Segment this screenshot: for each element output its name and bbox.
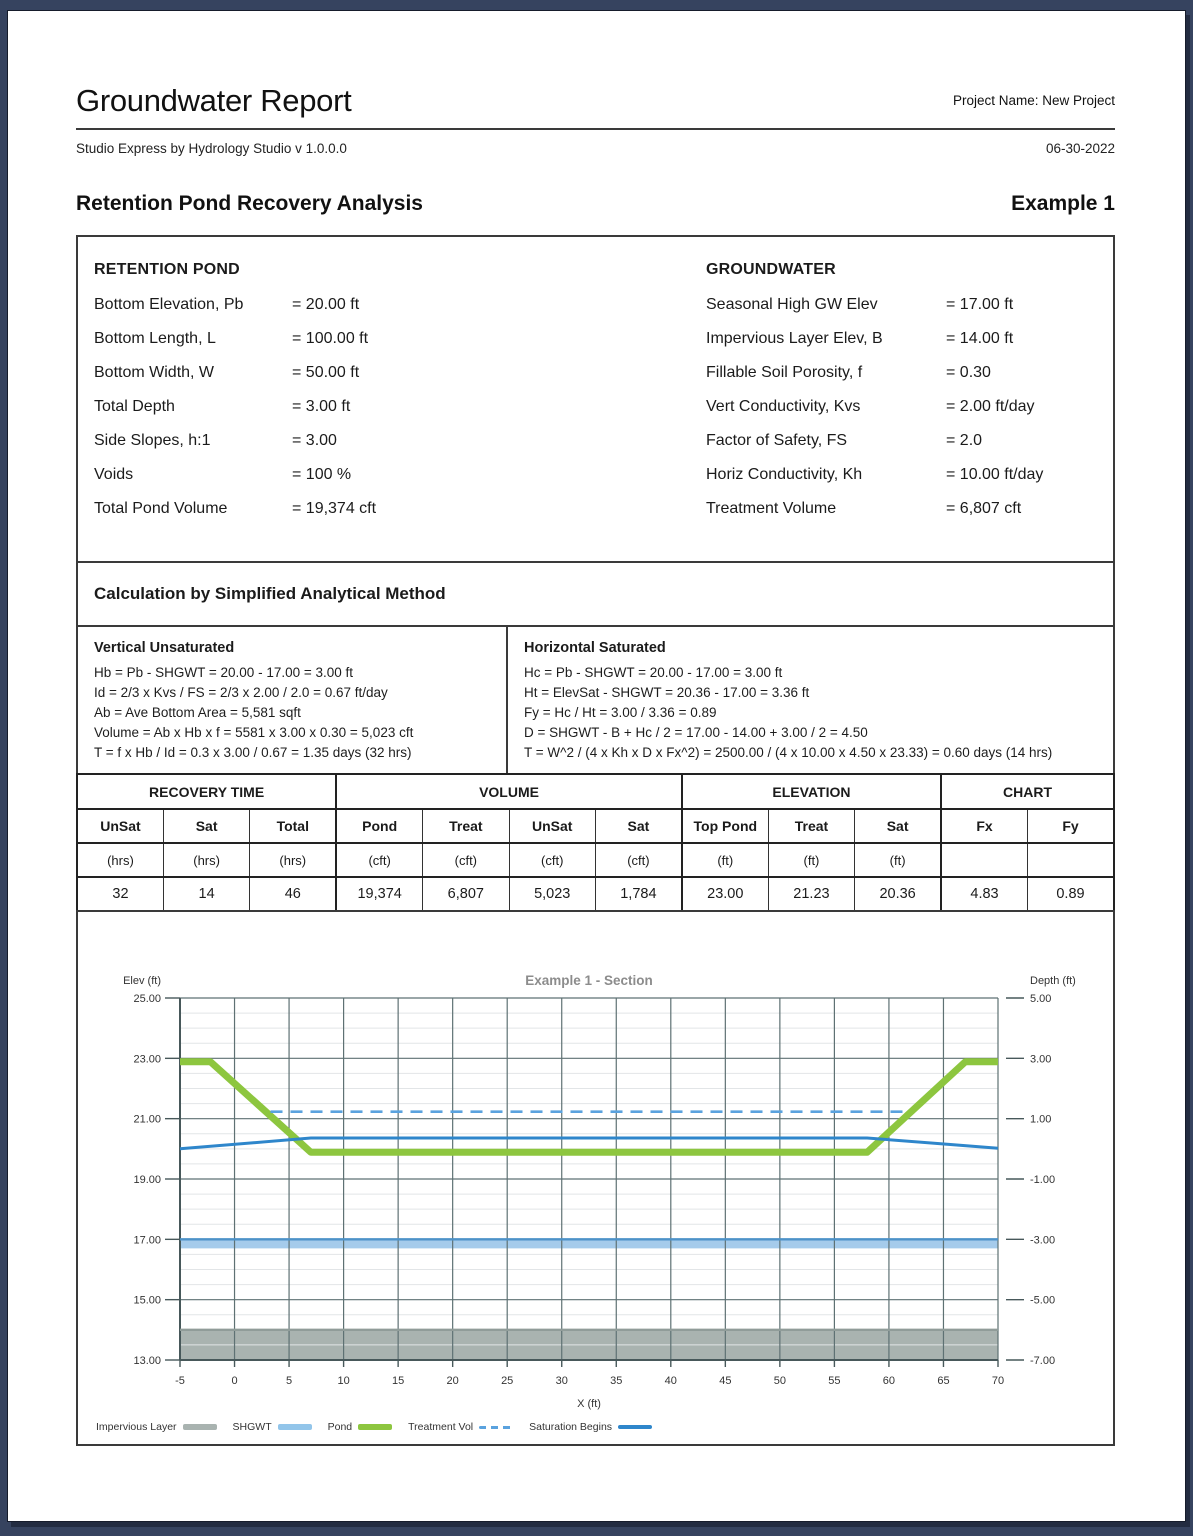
unit-cell: (ft) xyxy=(682,843,768,877)
depth-axis-title: Depth (ft) xyxy=(1030,975,1076,987)
x-tick-label: 45 xyxy=(719,1375,732,1387)
unit-cell xyxy=(941,843,1027,877)
column-header: Fx xyxy=(941,809,1027,843)
param-label: Voids xyxy=(94,466,134,483)
table-units-row xyxy=(77,843,1114,877)
section-chart xyxy=(78,912,1113,1444)
group-chart: CHART xyxy=(941,774,1114,809)
calc-line: T = f x Hb / Id = 0.3 x 3.00 / 0.67 = 1.35 days (32 hrs) xyxy=(94,745,412,760)
depth-tick-label: -1.00 xyxy=(1030,1174,1056,1186)
param-row xyxy=(94,398,706,416)
unit-cell: (cft) xyxy=(509,843,595,877)
unit-cell: (hrs) xyxy=(250,843,336,877)
column-header: UnSat xyxy=(509,809,595,843)
groundwater-heading: GROUNDWATER xyxy=(706,261,836,278)
parameters-box xyxy=(76,235,1115,563)
value-cell: 14 xyxy=(163,877,249,911)
column-header: Sat xyxy=(595,809,681,843)
report-header xyxy=(76,79,1115,123)
param-label: Side Slopes, h:1 xyxy=(94,432,211,449)
y-tick-label: 21.00 xyxy=(133,1113,161,1126)
chart-svg xyxy=(78,912,1110,1444)
x-tick-label: 35 xyxy=(610,1375,623,1387)
param-value: = 10.00 ft/day xyxy=(946,466,1044,483)
value-cell: 46 xyxy=(250,877,336,911)
vertical-unsaturated-heading: Vertical Unsaturated xyxy=(94,640,235,656)
depth-tick-label: 3.00 xyxy=(1030,1053,1052,1066)
value-cell: 19,374 xyxy=(336,877,422,911)
elev-axis-title: Elev (ft) xyxy=(123,975,161,987)
legend-label: SHGWT xyxy=(232,1421,272,1433)
param-row xyxy=(706,296,1097,314)
column-header: Treat xyxy=(768,809,854,843)
depth-tick-label: -3.00 xyxy=(1030,1234,1056,1247)
table-group-row xyxy=(77,774,1114,809)
chart-title: Example 1 - Section xyxy=(525,973,653,988)
legend-swatch xyxy=(479,1426,513,1429)
legend-swatch xyxy=(183,1424,217,1430)
legend-label: Impervious Layer xyxy=(96,1421,177,1433)
calc-line: Ht = ElevSat - SHGWT = 20.36 - 17.00 = 3.36 ft xyxy=(524,685,810,700)
retention-pond-section xyxy=(94,261,706,561)
legend-swatch xyxy=(358,1424,392,1430)
value-cell: 6,807 xyxy=(423,877,509,911)
param-label: Vert Conductivity, Kvs xyxy=(706,398,861,415)
param-label: Treatment Volume xyxy=(706,500,837,517)
report-title: Retention Pond Recovery Analysis xyxy=(76,192,423,215)
x-tick-label: 15 xyxy=(392,1375,405,1387)
x-tick-label: 55 xyxy=(828,1375,841,1387)
column-header: Top Pond xyxy=(682,809,768,843)
column-header: Total xyxy=(250,809,336,843)
page-title: Groundwater Report xyxy=(76,83,352,118)
calculation-body-box xyxy=(76,625,1115,775)
value-cell: 20.36 xyxy=(855,877,941,911)
param-row xyxy=(706,330,1097,348)
column-header: Sat xyxy=(163,809,249,843)
y-tick-label: 15.00 xyxy=(133,1294,161,1307)
report-content xyxy=(8,11,1185,1446)
unit-cell: (ft) xyxy=(768,843,854,877)
value-cell: 32 xyxy=(77,877,163,911)
x-tick-label: 20 xyxy=(446,1375,459,1387)
calc-line: Id = 2/3 x Kvs / FS = 2/3 x 2.00 / 2.0 = 0.67 ft/day xyxy=(94,685,388,700)
calc-line: Ab = Ave Bottom Area = 5,581 sqft xyxy=(94,705,301,720)
unit-cell: (ft) xyxy=(855,843,941,877)
depth-tick-label: -5.00 xyxy=(1030,1294,1056,1307)
param-row xyxy=(706,432,1097,450)
unit-cell: (hrs) xyxy=(163,843,249,877)
legend-item-pond xyxy=(328,1421,393,1433)
project-name: Project Name: New Project xyxy=(952,93,1115,108)
calc-line: D = SHGWT - B + Hc / 2 = 17.00 - 14.00 + 3.00 / 2 = 4.50 xyxy=(524,725,868,740)
legend-item-treatment-vol xyxy=(408,1421,513,1433)
retention-pond-heading: RETENTION POND xyxy=(94,261,240,278)
unit-cell xyxy=(1027,843,1114,877)
groundwater-section xyxy=(706,261,1097,561)
calc-line: Fy = Hc / Ht = 3.00 / 3.36 = 0.89 xyxy=(524,705,717,720)
chart-legend xyxy=(96,1421,652,1433)
legend-item-impervious-layer xyxy=(96,1421,217,1433)
param-value: = 100 % xyxy=(292,466,352,483)
horizontal-saturated-section xyxy=(508,627,1113,773)
x-tick-label: -5 xyxy=(175,1375,185,1387)
y-tick-label: 19.00 xyxy=(133,1174,161,1186)
param-row xyxy=(94,466,706,484)
report-title-row xyxy=(76,192,1115,216)
param-value: = 50.00 ft xyxy=(292,364,360,381)
section-chart-box xyxy=(76,910,1115,1446)
title-divider xyxy=(76,128,1115,130)
x-tick-label: 65 xyxy=(937,1375,950,1387)
calc-line: T = W^2 / (4 x Kh x D x Fx^2) = 2500.00 / (4 x 10.00 x 4.50 x 23.33) = 0.60 days (14 hrs) xyxy=(524,745,1053,760)
legend-item-saturation-begins xyxy=(529,1421,652,1433)
results-table xyxy=(76,773,1115,912)
vertical-unsaturated-section xyxy=(78,627,508,773)
value-cell: 23.00 xyxy=(682,877,768,911)
legend-label: Saturation Begins xyxy=(529,1421,613,1433)
depth-tick-label: -7.00 xyxy=(1030,1355,1056,1367)
column-header: Treat xyxy=(423,809,509,843)
app-version: Studio Express by Hydrology Studio v 1.0.0.0 xyxy=(76,141,347,156)
param-row xyxy=(94,500,706,518)
legend-label: Pond xyxy=(327,1421,353,1433)
x-tick-label: 40 xyxy=(664,1375,677,1387)
x-tick-label: 5 xyxy=(286,1375,293,1387)
param-label: Total Depth xyxy=(94,398,175,415)
param-row xyxy=(94,296,706,314)
param-value: = 14.00 ft xyxy=(946,330,1014,347)
param-label: Total Pond Volume xyxy=(94,500,228,517)
value-cell: 21.23 xyxy=(768,877,854,911)
param-label: Horiz Conductivity, Kh xyxy=(706,466,863,483)
x-tick-label: 25 xyxy=(501,1375,514,1387)
x-tick-label: 50 xyxy=(773,1375,786,1387)
x-tick-label: 10 xyxy=(337,1375,350,1387)
example-label: Example 1 xyxy=(1011,192,1115,215)
param-value: = 6,807 cft xyxy=(946,500,1022,517)
calc-line: Hc = Pb - SHGWT = 20.00 - 17.00 = 3.00 ft xyxy=(524,665,783,680)
y-tick-label: 25.00 xyxy=(133,993,161,1005)
report-date: 06-30-2022 xyxy=(1045,141,1115,156)
param-label: Bottom Length, L xyxy=(94,330,216,347)
param-row xyxy=(94,432,706,450)
depth-tick-label: 1.00 xyxy=(1030,1113,1052,1126)
param-label: Bottom Width, W xyxy=(94,364,215,381)
param-row xyxy=(706,364,1097,382)
column-header: Sat xyxy=(855,809,941,843)
value-cell: 4.83 xyxy=(941,877,1027,911)
calc-line: Hb = Pb - SHGWT = 20.00 - 17.00 = 3.00 ft xyxy=(94,665,354,680)
param-label: Impervious Layer Elev, B xyxy=(706,330,883,347)
param-value: = 3.00 xyxy=(292,432,337,449)
band-shgwt xyxy=(180,1239,998,1248)
calc-line: Volume = Ab x Hb x f = 5581 x 3.00 x 0.30 = 5,023 cft xyxy=(94,725,414,740)
param-row xyxy=(94,330,706,348)
column-header: UnSat xyxy=(77,809,163,843)
calculation-heading: Calculation by Simplified Analytical Method xyxy=(94,584,446,603)
param-value: = 2.0 xyxy=(946,432,983,449)
group-volume: VOLUME xyxy=(336,774,682,809)
calculation-heading-box xyxy=(76,561,1115,627)
x-tick-label: 60 xyxy=(882,1375,896,1387)
legend-swatch xyxy=(618,1425,652,1429)
param-value: = 3.00 ft xyxy=(292,398,351,415)
param-value: = 2.00 ft/day xyxy=(946,398,1035,415)
value-cell: 1,784 xyxy=(595,877,681,911)
param-value: = 100.00 ft xyxy=(292,330,369,347)
param-label: Seasonal High GW Elev xyxy=(706,296,878,313)
param-value: = 19,374 cft xyxy=(292,500,377,517)
param-value: = 0.30 xyxy=(946,364,991,381)
param-value: = 17.00 ft xyxy=(946,296,1014,313)
legend-swatch xyxy=(278,1424,312,1430)
legend-label: Treatment Vol xyxy=(408,1421,474,1433)
param-label: Factor of Safety, FS xyxy=(706,432,848,449)
unit-cell: (hrs) xyxy=(77,843,163,877)
column-header: Fy xyxy=(1027,809,1114,843)
y-tick-label: 13.00 xyxy=(133,1355,161,1367)
horizontal-saturated-heading: Horizontal Saturated xyxy=(524,640,666,656)
group-recovery-time: RECOVERY TIME xyxy=(77,774,336,809)
y-tick-label: 23.00 xyxy=(133,1053,161,1066)
group-elevation: ELEVATION xyxy=(682,774,941,809)
param-row xyxy=(706,466,1097,484)
table-values-row xyxy=(77,877,1114,911)
legend-item-shgwt xyxy=(233,1421,312,1433)
unit-cell: (cft) xyxy=(595,843,681,877)
x-tick-label: 30 xyxy=(555,1375,568,1387)
value-cell: 0.89 xyxy=(1027,877,1114,911)
x-tick-label: 70 xyxy=(991,1375,1005,1387)
param-row xyxy=(94,364,706,382)
table-header-row xyxy=(77,809,1114,843)
report-page xyxy=(7,10,1186,1522)
y-tick-label: 17.00 xyxy=(133,1234,161,1247)
value-cell: 5,023 xyxy=(509,877,595,911)
param-row xyxy=(706,398,1097,416)
unit-cell: (cft) xyxy=(336,843,422,877)
param-label: Bottom Elevation, Pb xyxy=(94,296,244,313)
column-header: Pond xyxy=(336,809,422,843)
param-value: = 20.00 ft xyxy=(292,296,360,313)
report-subheader xyxy=(76,141,1115,156)
x-axis-title: X (ft) xyxy=(577,1398,601,1410)
depth-tick-label: 5.00 xyxy=(1030,993,1052,1005)
param-row xyxy=(706,500,1097,518)
unit-cell: (cft) xyxy=(423,843,509,877)
param-label: Fillable Soil Porosity, f xyxy=(706,364,863,381)
x-tick-label: 0 xyxy=(231,1375,238,1387)
